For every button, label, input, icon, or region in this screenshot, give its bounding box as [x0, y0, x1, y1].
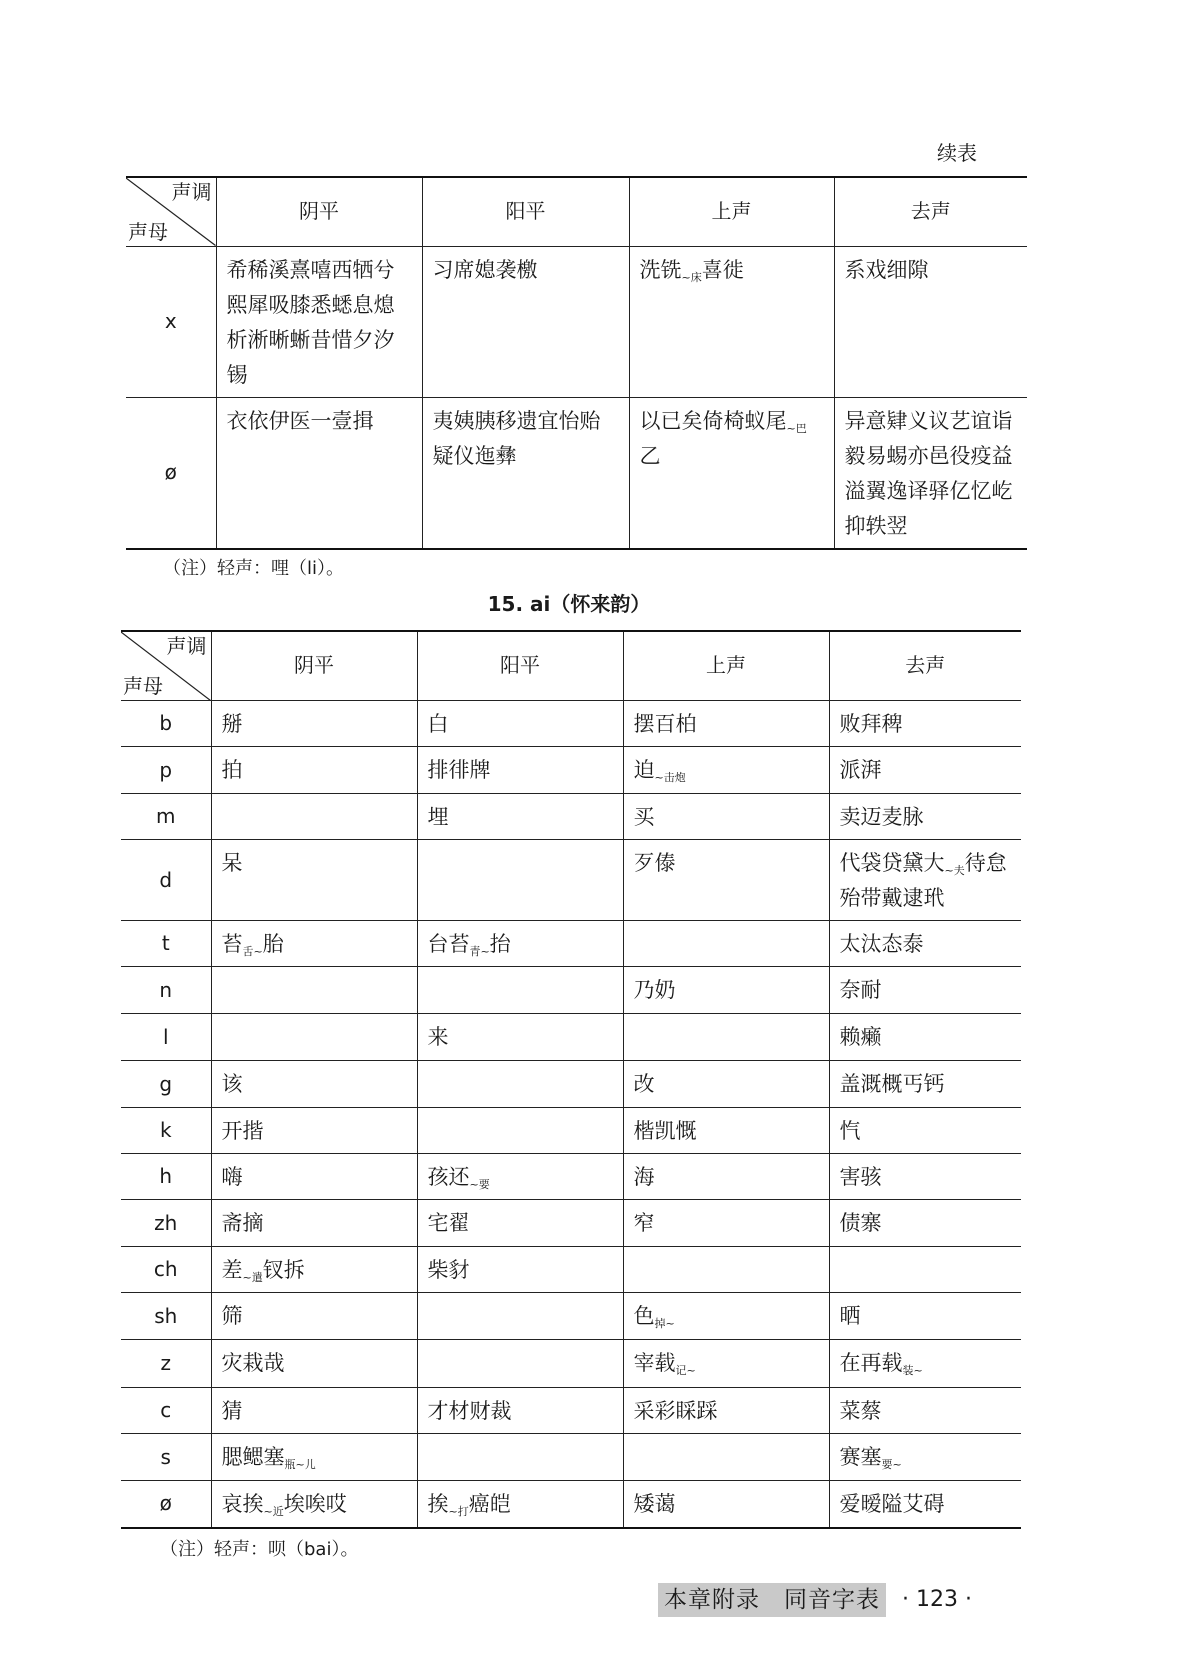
table-row [121, 1388, 1021, 1434]
char-cell [834, 246, 1027, 397]
diagonal-header-cell [126, 177, 216, 246]
example-note: 舌~ [242, 945, 263, 958]
char-cell [211, 1340, 417, 1388]
char-cell [829, 1388, 1021, 1434]
header-row [121, 631, 1021, 701]
char-cell [417, 1388, 623, 1434]
characters: 开揩 [221, 1119, 264, 1143]
char-cell [623, 1154, 829, 1200]
characters: 来 [427, 1025, 449, 1049]
char-cell [623, 747, 829, 794]
char-cell [417, 701, 623, 747]
char-cell [623, 921, 829, 967]
characters: 嗨 [221, 1165, 243, 1189]
initial-cell: s [121, 1434, 211, 1481]
characters: 埋 [427, 805, 449, 829]
char-cell [417, 840, 623, 921]
table-row [121, 1293, 1021, 1340]
initial-cell: zh [121, 1200, 211, 1247]
characters: 爱暧隘艾碍 [839, 1492, 945, 1516]
homophone-table-x-zero [126, 176, 1027, 550]
char-cell [417, 921, 623, 967]
characters: 摆百柏 [633, 712, 697, 736]
char-cell [829, 794, 1021, 840]
char-cell [417, 1293, 623, 1340]
char-cell [211, 1434, 417, 1481]
characters: 系戏细隙 [844, 257, 929, 282]
char-cell [422, 397, 629, 549]
characters: 忾 [839, 1119, 861, 1143]
characters: 代袋贷黛大 [839, 851, 945, 875]
initial-cell: p [121, 747, 211, 794]
initial-cell: g [121, 1061, 211, 1108]
diagonal-header-cell [121, 631, 211, 701]
example-note: 装~ [902, 1364, 923, 1377]
characters: 乃奶 [633, 978, 676, 1002]
char-cell [216, 397, 422, 549]
example-note: 瓶~儿 [284, 1458, 316, 1471]
characters: 宰载 [633, 1351, 676, 1375]
table-row [121, 921, 1021, 967]
table-row [121, 840, 1021, 921]
initial-cell: l [121, 1014, 211, 1061]
char-cell [417, 1481, 623, 1528]
table2-note: （注）轻声：呗（bai）。 [160, 1538, 359, 1560]
char-cell [829, 1434, 1021, 1481]
char-cell [623, 1200, 829, 1247]
characters: 太汰态泰 [839, 932, 924, 956]
characters: 赖癞 [839, 1025, 882, 1049]
characters: 台苔 [427, 932, 470, 956]
char-cell [417, 1014, 623, 1061]
table-row [121, 794, 1021, 840]
characters: 改 [633, 1072, 655, 1096]
initial-cell: x [126, 246, 216, 397]
char-cell [623, 701, 829, 747]
char-cell [623, 1014, 829, 1061]
example-note: ~要 [469, 1178, 490, 1191]
characters: 筛 [221, 1304, 243, 1328]
char-cell [211, 1247, 417, 1293]
char-cell [422, 246, 629, 397]
example-note: 青~ [469, 945, 490, 958]
characters: 奈耐 [839, 978, 882, 1002]
characters: 差 [221, 1258, 243, 1282]
char-cell [211, 1108, 417, 1154]
char-cell [623, 1434, 829, 1481]
characters: 埃唉哎 [283, 1492, 347, 1516]
characters: 矮蔼 [633, 1492, 676, 1516]
characters: 衣依伊医一壹揖 [226, 408, 374, 433]
initial-cell: ø [126, 397, 216, 549]
example-note: 要~ [881, 1458, 902, 1471]
char-cell [211, 1061, 417, 1108]
initial-cell: m [121, 794, 211, 840]
characters: 洗铣 [639, 257, 682, 282]
characters: 夷姨胰移遗宜怡贻疑仪迤彝 [432, 408, 601, 468]
table-row [121, 967, 1021, 1014]
char-cell [211, 1293, 417, 1340]
table-row [121, 1014, 1021, 1061]
characters: 孩还 [427, 1165, 470, 1189]
example-note: ~打 [448, 1505, 469, 1518]
example-note: ~夫 [944, 864, 965, 877]
characters: 败拜稗 [839, 712, 903, 736]
characters: 胎 [262, 932, 284, 956]
char-cell [629, 397, 834, 549]
char-cell [829, 1014, 1021, 1061]
characters: 以已矣倚椅蚁尾 [639, 408, 787, 433]
initial-cell: c [121, 1388, 211, 1434]
characters: 柴豺 [427, 1258, 470, 1282]
char-cell [829, 967, 1021, 1014]
homophone-table-ai [121, 630, 1021, 1529]
char-cell [829, 1154, 1021, 1200]
char-cell [623, 840, 829, 921]
char-cell [417, 1340, 623, 1388]
table-row [121, 1481, 1021, 1528]
characters: 派湃 [839, 758, 882, 782]
column-header: 上声 [629, 177, 834, 246]
characters: 卖迈麦脉 [839, 805, 924, 829]
char-cell [211, 840, 417, 921]
char-cell [417, 1108, 623, 1154]
characters: 盖溉概丐钙 [839, 1072, 945, 1096]
characters: 异意肄义议艺谊诣毅易蜴亦邑役疫益溢翼逸译驿亿忆屹抑轶翌 [844, 408, 1013, 538]
characters: 苔 [221, 932, 243, 956]
table-row [121, 1108, 1021, 1154]
char-cell [417, 1247, 623, 1293]
char-cell [629, 246, 834, 397]
characters: 色 [633, 1304, 655, 1328]
characters: 才材财裁 [427, 1399, 512, 1423]
char-cell [211, 1481, 417, 1528]
table-row [121, 1154, 1021, 1200]
char-cell [829, 1061, 1021, 1108]
char-cell [623, 1388, 829, 1434]
characters: 害骇 [839, 1165, 882, 1189]
initial-cell: h [121, 1154, 211, 1200]
characters: 斋摘 [221, 1211, 264, 1235]
char-cell [829, 1340, 1021, 1388]
characters: 挨 [427, 1492, 449, 1516]
column-header: 阳平 [422, 177, 629, 246]
characters: 海 [633, 1165, 655, 1189]
characters: 抬 [489, 932, 511, 956]
char-cell [623, 1061, 829, 1108]
initial-cell: d [121, 840, 211, 921]
characters: 楷凯慨 [633, 1119, 697, 1143]
characters: 晒 [839, 1304, 861, 1328]
tone-label: 声调 [166, 633, 207, 658]
continued-label: 续表 [937, 141, 977, 165]
char-cell [623, 1293, 829, 1340]
page-number: · 123 · [902, 1586, 972, 1612]
char-cell [417, 1154, 623, 1200]
example-note: 掉~ [654, 1317, 675, 1330]
char-cell [417, 967, 623, 1014]
example-note: ~近 [263, 1505, 284, 1518]
char-cell [417, 1061, 623, 1108]
char-cell [211, 794, 417, 840]
char-cell [829, 701, 1021, 747]
char-cell [829, 1293, 1021, 1340]
table-row [121, 1247, 1021, 1293]
page-footer [658, 1583, 1200, 1617]
characters: 呆 [221, 851, 243, 875]
char-cell [829, 1200, 1021, 1247]
initial-cell: ch [121, 1247, 211, 1293]
table-row [121, 1340, 1021, 1388]
characters: 腮鳃塞 [221, 1445, 285, 1469]
char-cell [829, 1247, 1021, 1293]
char-cell [623, 794, 829, 840]
characters: 排徘牌 [427, 758, 491, 782]
characters: 喜徙 [701, 257, 744, 282]
characters: 白 [427, 712, 449, 736]
example-note: ~床 [681, 270, 702, 284]
char-cell [829, 1481, 1021, 1528]
char-cell [829, 921, 1021, 967]
characters: 掰 [221, 712, 243, 736]
table1-note: （注）轻声：哩（li）。 [163, 557, 345, 579]
characters: 该 [221, 1072, 243, 1096]
table-row [121, 1200, 1021, 1247]
char-cell [623, 1481, 829, 1528]
char-cell [829, 747, 1021, 794]
example-note: 记~ [675, 1364, 696, 1377]
char-cell [211, 967, 417, 1014]
characters: 迫 [633, 758, 655, 782]
char-cell [211, 1200, 417, 1247]
initial-label: 声母 [123, 674, 163, 698]
footer-section-label: 本章附录 同音字表 [658, 1583, 886, 1617]
characters: 乙 [639, 443, 661, 468]
char-cell [417, 747, 623, 794]
char-cell [417, 1200, 623, 1247]
char-cell [829, 1108, 1021, 1154]
char-cell [211, 747, 417, 794]
column-header: 去声 [834, 177, 1027, 246]
characters: 钗拆 [262, 1258, 305, 1282]
characters: 希稀溪熹嘻西牺兮熙犀吸膝悉蟋息熄析淅晰蜥昔惜夕汐锡 [226, 257, 395, 387]
characters: 歹傣 [633, 851, 676, 875]
char-cell [216, 246, 422, 397]
section-title: 15. ai（怀来韵） [487, 591, 651, 616]
column-header: 阴平 [216, 177, 422, 246]
char-cell [211, 701, 417, 747]
example-note: ~击炮 [654, 771, 686, 784]
characters: 灾栽哉 [221, 1351, 285, 1375]
characters: 拍 [221, 758, 243, 782]
header-row [126, 177, 1027, 246]
characters: 买 [633, 805, 655, 829]
characters: 窄 [633, 1211, 655, 1235]
characters: 采彩睬踩 [633, 1399, 718, 1423]
column-header: 上声 [623, 631, 829, 701]
characters: 菜蔡 [839, 1399, 882, 1423]
characters: 在再载 [839, 1351, 903, 1375]
characters: 哀挨 [221, 1492, 264, 1516]
initial-label: 声母 [128, 219, 168, 244]
characters: 待怠殆带戴逮玳 [839, 851, 1007, 910]
characters: 癌皑 [468, 1492, 511, 1516]
table-row [121, 1061, 1021, 1108]
table-row [121, 747, 1021, 794]
characters: 习席媳袭檄 [432, 257, 538, 282]
initial-cell: t [121, 921, 211, 967]
char-cell [829, 840, 1021, 921]
characters: 赛塞 [839, 1445, 882, 1469]
initial-cell: z [121, 1340, 211, 1388]
char-cell [417, 1434, 623, 1481]
char-cell [211, 1154, 417, 1200]
char-cell [834, 397, 1027, 549]
char-cell [211, 1388, 417, 1434]
tone-label: 声调 [171, 180, 212, 204]
column-header: 阳平 [417, 631, 623, 701]
initial-cell: sh [121, 1293, 211, 1340]
column-header: 阴平 [211, 631, 417, 701]
initial-cell: ø [121, 1481, 211, 1528]
char-cell [211, 921, 417, 967]
characters: 宅翟 [427, 1211, 470, 1235]
char-cell [623, 1340, 829, 1388]
char-cell [417, 794, 623, 840]
char-cell [623, 1108, 829, 1154]
char-cell [623, 967, 829, 1014]
initial-cell: b [121, 701, 211, 747]
example-note: ~遣 [242, 1271, 263, 1284]
initial-cell: n [121, 967, 211, 1014]
example-note: ~巴 [786, 421, 807, 435]
char-cell [211, 1014, 417, 1061]
table-row [126, 246, 1027, 397]
characters: 债寨 [839, 1211, 882, 1235]
initial-cell: k [121, 1108, 211, 1154]
table-row [121, 701, 1021, 747]
column-header: 去声 [829, 631, 1021, 701]
characters: 猜 [221, 1399, 243, 1423]
table-row [121, 1434, 1021, 1481]
table-row [126, 397, 1027, 549]
char-cell [623, 1247, 829, 1293]
